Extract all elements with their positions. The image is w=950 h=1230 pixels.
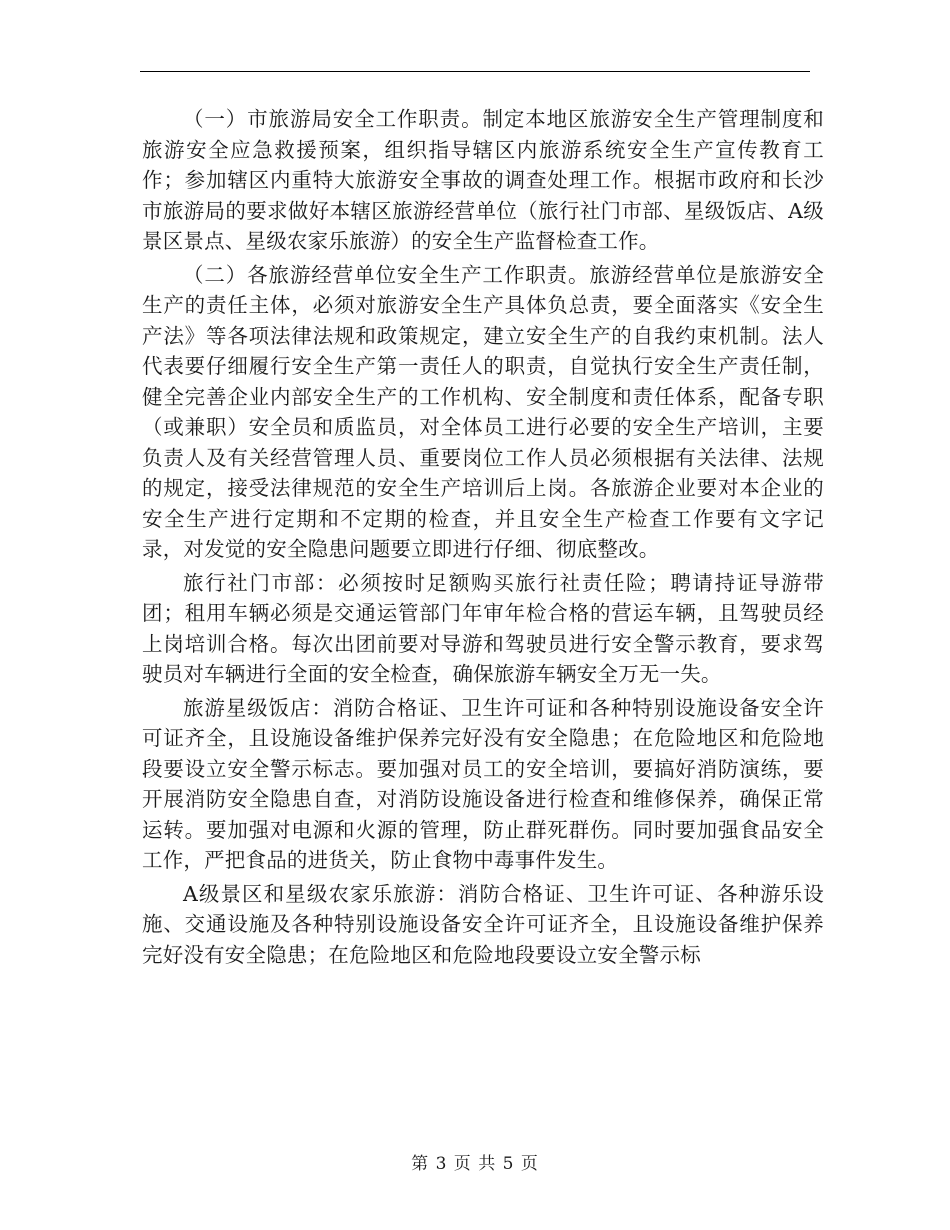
page-number-footer: 第 3 页 共 5 页 [411,1154,539,1174]
header-rule [140,71,810,72]
paragraph-star-hotel: 旅游星级饭店：消防合格证、卫生许可证和各种特别设施设备安全许可证齐全，且设施设备维护保养完好没有安全隐患；在危险地区和危险地段要设立安全警示标志。要加强对员工的安全培训，要搞好消防演练，要开展消防安全隐患自查，对消防设施设备进行检查和维修保养，确保正常运转。要加强对电源和火源的管理，防止群死群伤。同时要加强食品安全工作，严把食品的进货关，防止食物中毒事件发生。 [142,695,824,872]
paragraph-scenic-area-farmstay: A级景区和星级农家乐旅游：消防合格证、卫生许可证、各种游乐设施、交通设施及各种特别设施设备安全许可证齐全，且设施设备维护保养完好没有安全隐患；在危险地区和危险地段要设立安全警示标 [142,881,824,967]
paragraph-operator-duties: （二）各旅游经营单位安全生产工作职责。旅游经营单位是旅游安全生产的责任主体，必须对旅游安全生产具体负总责，要全面落实《安全生产法》等各项法律法规和政策规定，建立安全生产的自我约束机制。法人代表要仔细履行安全生产第一责任人的职责，自觉执行安全生产责任制，健全完善企业内部安全生产的工作机构、安全制度和责任体系，配备专职（或兼职）安全员和质监员，对全体员工进行必要的安全生产培训，主要负责人及有关经营管理人员、重要岗位工作人员必须根据有关法律、法规的规定，接受法律规范的安全生产培训后上岗。各旅游企业要对本企业的安全生产进行定期和不定期的检查，并且安全生产检查工作要有文字记录，对发觉的安全隐患问题要立即进行仔细、彻底整改。 [142,262,824,561]
document-body [142,104,824,970]
paragraph-city-tourism-bureau-duties: （一）市旅游局安全工作职责。制定本地区旅游安全生产管理制度和旅游安全应急救援预案，组织指导辖区内旅游系统安全生产宣传教育工作；参加辖区内重特大旅游安全事故的调查处理工作。根据市政府和长沙市旅游局的要求做好本辖区旅游经营单位（旅行社门市部、星级饭店、A级景区景点、星级农家乐旅游）的安全生产监督检查工作。 [142,107,824,253]
paragraph-travel-agency: 旅行社门市部：必须按时足额购买旅行社责任险；聘请持证导游带团；租用车辆必须是交通运管部门年审年检合格的营运车辆，且驾驶员经上岗培训合格。每次出团前要对导游和驾驶员进行安全警示教育，要求驾驶员对车辆进行全面的安全检查，确保旅游车辆安全万无一失。 [142,570,824,686]
